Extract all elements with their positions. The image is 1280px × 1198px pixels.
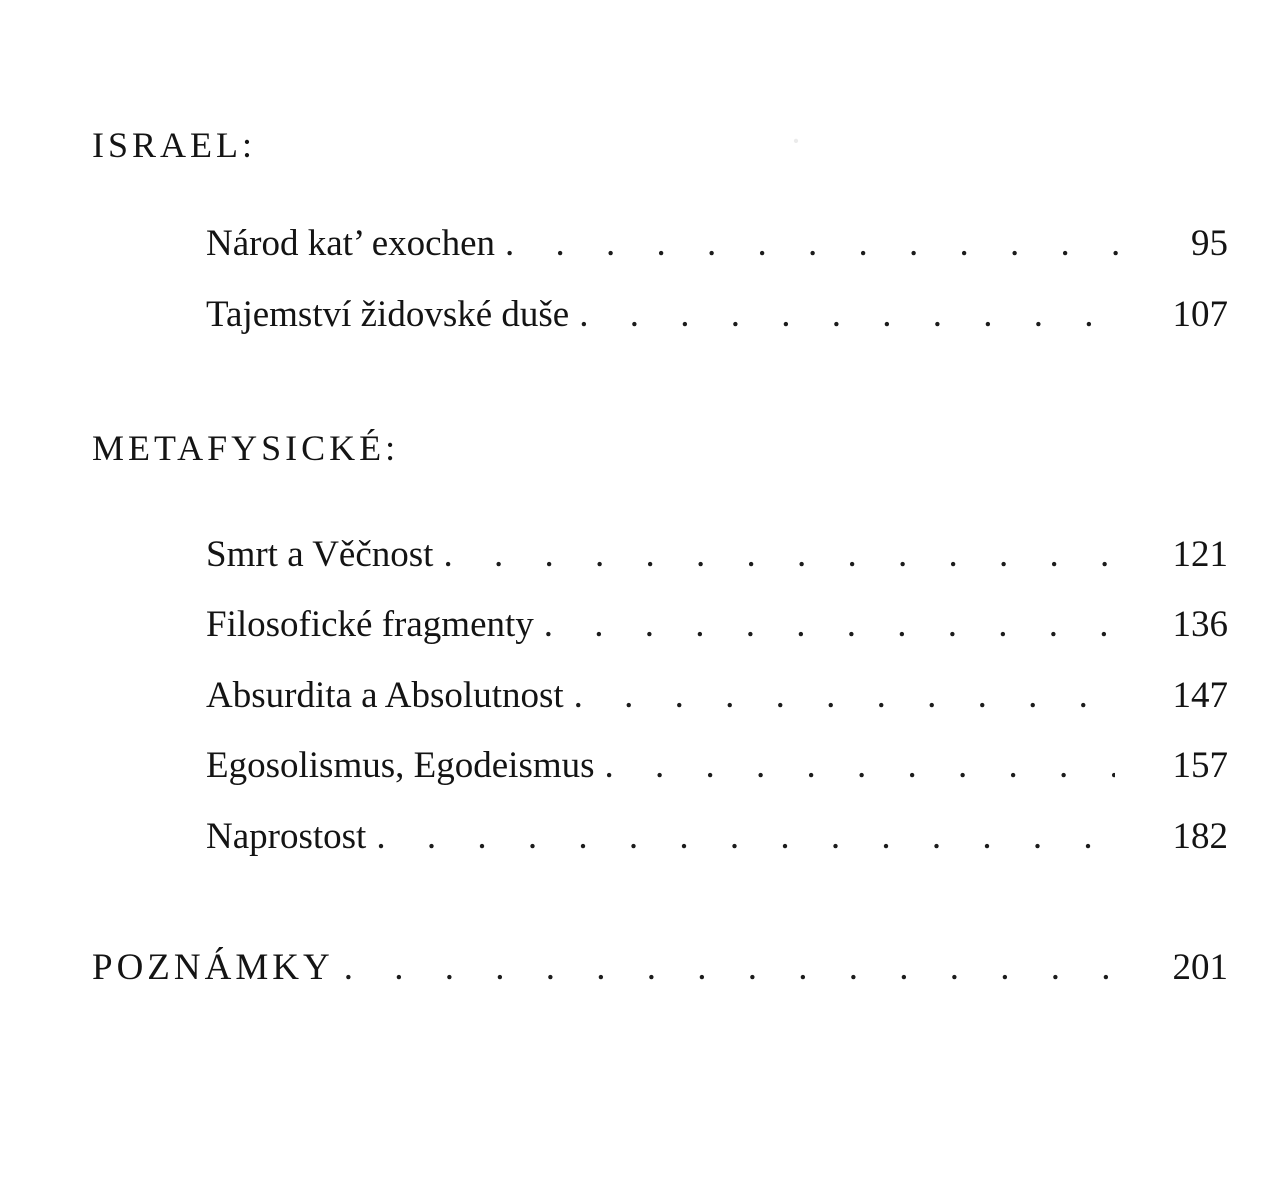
toc-entry-title: Filosofické fragmenty — [206, 604, 534, 645]
toc-entry — [206, 222, 1228, 266]
section-heading-metafysicke: METAFYSICKÉ: — [92, 428, 400, 468]
dot-leader — [544, 603, 1115, 647]
toc-entry-page: 201 — [1172, 947, 1228, 988]
toc-entry — [206, 815, 1228, 859]
toc-entry-title: POZNÁMKY — [92, 947, 334, 988]
toc-entry-title: Absurdita a Absolutnost — [206, 675, 564, 716]
toc-entry-title: Egosolismus, Egodeismus — [206, 745, 595, 786]
toc-entry-page: 182 — [1172, 816, 1228, 857]
toc-entry — [206, 293, 1228, 337]
toc-entry-poznamky — [92, 946, 1228, 990]
bleed-through-text: · — [790, 121, 812, 161]
dot-leader — [376, 815, 1114, 859]
toc-entry-page: 95 — [1191, 223, 1228, 264]
toc-entry — [206, 533, 1228, 577]
toc-entry-title: Smrt a Věčnost — [206, 534, 434, 575]
toc-entry-page: 147 — [1172, 675, 1228, 716]
toc-entry-page: 157 — [1172, 745, 1228, 786]
toc-entry — [206, 744, 1228, 788]
toc-entry-title: Tajemství židovské duše — [206, 294, 570, 335]
toc-entry — [206, 603, 1228, 647]
toc-entry-page: 107 — [1172, 294, 1228, 335]
section-heading-israel: ISRAEL: — [92, 125, 257, 165]
dot-leader — [605, 744, 1115, 788]
toc-entry-page: 136 — [1172, 604, 1228, 645]
dot-leader — [443, 533, 1114, 577]
toc-entry-title: Naprostost — [206, 816, 367, 857]
toc-entry-page: 121 — [1172, 534, 1228, 575]
dot-leader — [579, 293, 1114, 337]
dot-leader — [574, 674, 1115, 718]
dot-leader — [344, 946, 1115, 990]
toc-entry-title: Národ kat’ exochen — [206, 223, 496, 264]
dot-leader — [505, 222, 1122, 266]
toc-entry — [206, 674, 1228, 718]
